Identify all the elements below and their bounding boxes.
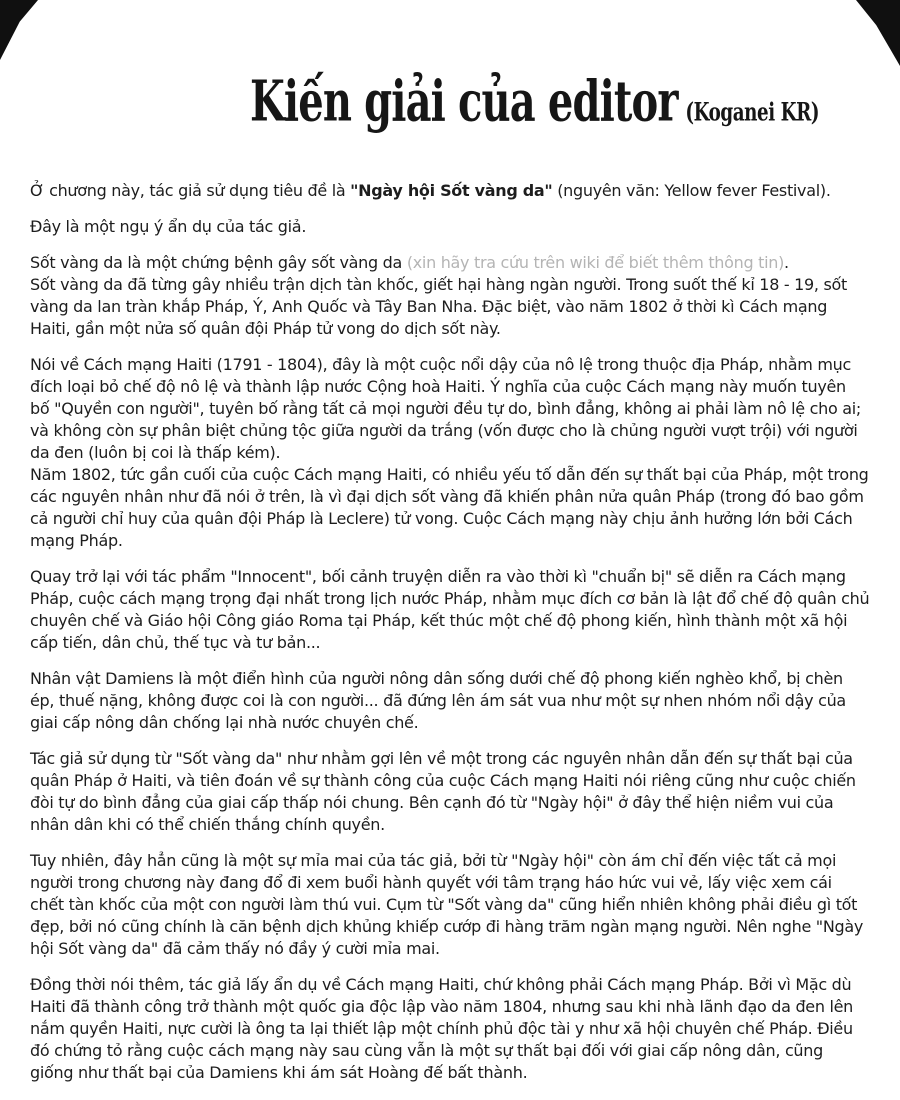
- paragraph-innocent-context: Quay trở lại với tác phẩm "Innocent", bối cảnh truyện diễn ra vào thời kì "chuẩn bị" sẽ diễn ra Cách mạng Pháp, cuộc cách mạng trọng đại nhất trong lịch nước Pháp, nhằm mục đích cơ bản là lật đổ chế độ quân chủ chuyên chế và Giáo hội Công giáo Roma tại Pháp, kết thúc một chế độ phong kiến, hình thành một xã hội cấp tiến, dân chủ, thế tục và tư bản...: [30, 567, 870, 652]
- paragraph-yellow-fever: Sốt vàng da là một chứng bệnh gây sốt vàng da (xin hãy tra cứu trên wiki để biết thêm thông tin). Sốt vàng da đã từng gây nhiều trận dịch tàn khốc, giết hại hàng ngàn người. Trong suốt thế kỉ 18 - 19, sốt vàng da lan tràn khắp Pháp, Ý, Anh Quốc và Tây Ban Nha. Đặc biệt, vào năm 1802 ở thời kì Cách mạng Haiti, gần một nửa số quân đội Pháp tử vong do dịch sốt này.: [30, 252, 870, 340]
- page-title-credit: (Koganei KR): [685, 96, 820, 127]
- paragraph-irony: Tuy nhiên, đây hẳn cũng là một sự mỉa mai của tác giả, bởi từ "Ngày hội" còn ám chỉ đến việc tất cả mọi người trong chương này đang đổ đi xem buổi hành quyết với tâm trạng háo hức vui vẻ, lấy việc xem cái chết tàn khốc của một con người làm thú vui. Cụm từ "Sốt vàng da" cũng hiển nhiên không phải điều gì tốt đẹp, bởi nó cũng chính là căn bệnh dịch khủng khiếp cướp đi hàng trăm ngàn mạng người. Nên nghe "Ngày hội Sốt vàng da" đã cảm thấy nó đầy ý cười mỉa mai.: [30, 851, 864, 958]
- paragraph-title-meaning: Tác giả sử dụng từ "Sốt vàng da" như nhằm gợi lên về một trong các nguyên nhân dẫn đến sự thất bại của quân Pháp ở Haiti, và tiên đoán về sự thành công của cuộc Cách mạng Haiti nói riêng cũng như cuộc chiến đòi tự do bình đẳng của giai cấp thấp nói chung. Bên cạnh đó từ "Ngày hội" ở đây thể hiện niềm vui của nhân dân khi có thể chiến thắng chính quyền.: [30, 749, 856, 834]
- haiti-revolution-1802: Năm 1802, tức gần cuối của cuộc Cách mạng Haiti, có nhiều yếu tố dẫn đến sự thất bại của Pháp, một trong các nguyên nhân như đã nói ở trên, là vì đại dịch sốt vàng đã khiến phân nửa quân Pháp (trong đó bao gồm cả người chỉ huy của quân đội Pháp là Leclere) tử vong. Cuộc Cách mạng này chịu ảnh hưởng lớn bởi Cách mạng Pháp.: [30, 465, 869, 550]
- note-body: [0, 134, 900, 1084]
- paragraph-chapter-title-usage: Ở chương này, tác giả sử dụng tiêu đề là "Ngày hội Sốt vàng da" (nguyên văn: Yellow fever Festival).: [30, 181, 831, 200]
- page-title-main: Kiến giải của editor: [250, 68, 678, 134]
- yellow-fever-history: Sốt vàng da đã từng gây nhiều trận dịch tàn khốc, giết hại hàng ngàn người. Trong suốt thế kỉ 18 - 19, sốt vàng da lan tràn khắp Pháp, Ý, Anh Quốc và Tây Ban Nha. Đặc biệt, vào năm 1802 ở thời kì Cách mạng Haiti, gần một nửa số quân đội Pháp tử vong do dịch sốt này.: [30, 275, 847, 338]
- page-title: [250, 68, 819, 134]
- paragraph-haiti-revolution: [30, 354, 870, 552]
- paragraph-metaphor-statement: Đây là một ngụ ý ẩn dụ của tác giả.: [30, 217, 307, 236]
- wiki-note-muted: (xin hãy tra cứu trên wiki để biết thêm thông tin): [406, 253, 785, 272]
- paragraph-conclusion: Đồng thời nói thêm, tác giả lấy ẩn dụ về Cách mạng Haiti, chứ không phải Cách mạng Pháp. Bởi vì Mặc dù Haiti đã thành công trở thành một quốc gia độc lập vào năm 1804, nhưng sau khi nhà lãnh đạo da đen lên nắm quyền Haiti, nực cười là ông ta lại thiết lập một chính phủ độc tài y như xã hội chuyên chế Pháp. Điều đó chứng tỏ rằng cuộc cách mạng này sau cùng vẫn là một sự thất bại đối với giai cấp nông dân, cũng giống như thất bại của Damiens khi ám sát Hoàng đế bất thành.: [30, 975, 854, 1082]
- haiti-revolution-overview: Nói về Cách mạng Haiti (1791 - 1804), đây là một cuộc nổi dậy của nô lệ trong thuộc địa Pháp, nhằm mục đích loại bỏ chế độ nô lệ và thành lập nước Cộng hoà Haiti. Ý nghĩa của cuộc Cách mạng này muốn tuyên bố "Quyền con người", tuyên bố rằng tất cả mọi người đều tự do, bình đẳng, không ai phải làm nô lệ cho ai; và không còn sự phân biệt chủng tộc giữa người da trắng (vốn được cho là chủng người vượt trội) với người da đen (luôn bị coi là thấp kém).: [30, 355, 861, 462]
- paragraph-damiens: Nhân vật Damiens là một điển hình của người nông dân sống dưới chế độ phong kiến nghèo khổ, bị chèn ép, thuế nặng, không được coi là con người... đã đứng lên ám sát vua như một sự nhen nhóm nổi dậy của giai cấp nông dân chống lại nhà nước chuyên chế.: [30, 669, 846, 732]
- festival-title-bold: "Ngày hội Sốt vàng da": [350, 181, 553, 200]
- page-header: [0, 0, 900, 134]
